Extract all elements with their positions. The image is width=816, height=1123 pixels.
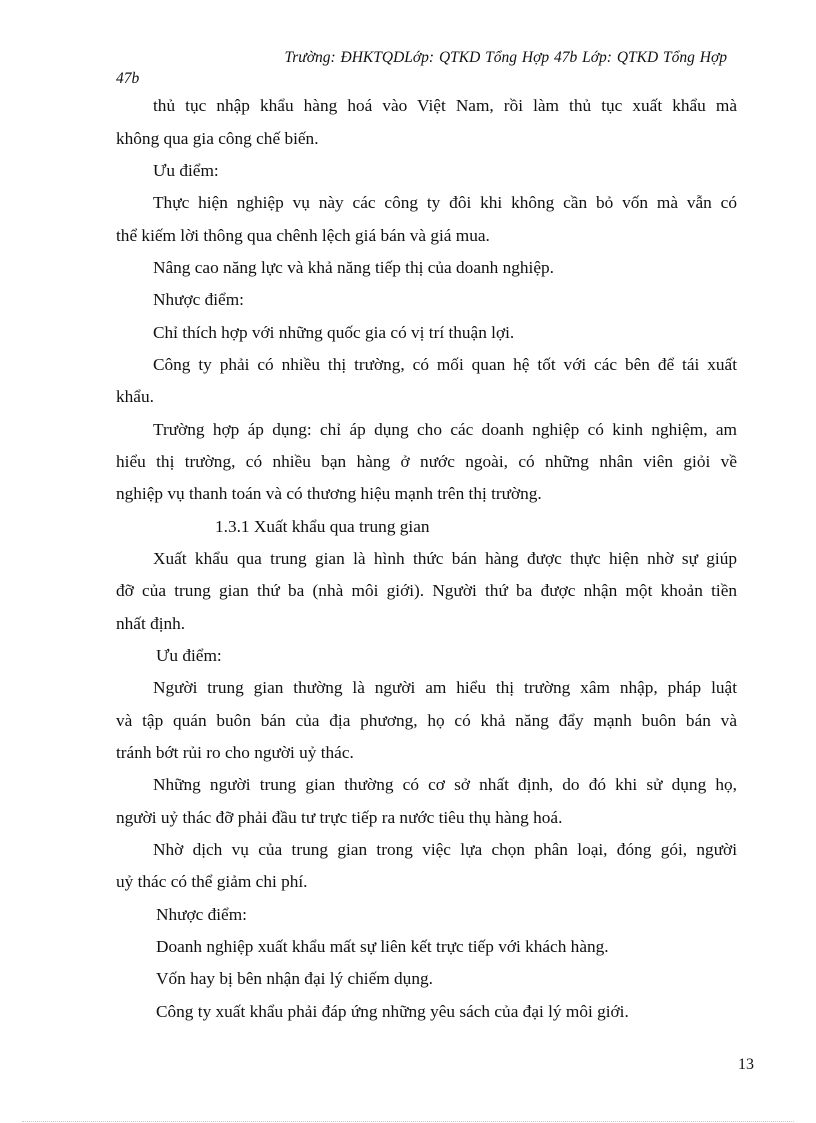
running-header-continuation: 47b (116, 70, 140, 87)
subheading-advantages: Ưu điểm: (156, 646, 222, 665)
text-line: Người trung gian thường là người am hiểu thị trường xâm nhập, pháp luật (153, 678, 737, 697)
page-bottom-divider (22, 1121, 794, 1122)
text-line: người uỷ thác đỡ phải đầu tư trực tiếp ra nước tiêu thụ hàng hoá. (116, 808, 563, 827)
text-line: thủ tục nhập khẩu hàng hoá vào Việt Nam, rồi làm thủ tục xuất khẩu mà (153, 96, 737, 115)
text-line: và tập quán buôn bán của địa phương, họ có khả năng đẩy mạnh buôn bán và (116, 711, 737, 730)
subheading-disadvantages: Nhược điểm: (156, 905, 247, 924)
text-line: thể kiếm lời thông qua chênh lệch giá bán và giá mua. (116, 226, 490, 245)
text-line: Xuất khẩu qua trung gian là hình thức bán hàng được thực hiện nhờ sự giúp (153, 549, 737, 568)
text-line: nghiệp vụ thanh toán và có thương hiệu mạnh trên thị trường. (116, 484, 542, 503)
text-line: Thực hiện nghiệp vụ này các công ty đôi khi không cần bỏ vốn mà vẫn có (153, 193, 737, 212)
text-line: Những người trung gian thường có cơ sở nhất định, do đó khi sử dụng họ, (153, 775, 737, 794)
text-line: khẩu. (116, 387, 154, 406)
subheading-disadvantages: Nhược điểm: (153, 290, 244, 309)
running-header: Trường: ĐHKTQDLớp: QTKD Tổng Hợp 47b Lớp: QTKD Tổng Hợp (284, 49, 727, 66)
text-line: Nhờ dịch vụ của trung gian trong việc lựa chọn phân loại, đóng gói, người (153, 840, 737, 859)
text-line: Nâng cao năng lực và khả năng tiếp thị của doanh nghiệp. (153, 258, 554, 277)
text-line: Doanh nghiệp xuất khẩu mất sự liên kết trực tiếp với khách hàng. (156, 937, 609, 956)
text-line: Công ty xuất khẩu phải đáp ứng những yêu sách của đại lý môi giới. (156, 1002, 629, 1021)
text-line: hiểu thị trường, có nhiều bạn hàng ở nước ngoài, có những nhân viên giỏi về (116, 452, 737, 471)
text-line: nhất định. (116, 614, 186, 633)
text-line: Chỉ thích hợp với những quốc gia có vị trí thuận lợi. (153, 323, 515, 342)
text-line: uỷ thác có thể giảm chi phí. (116, 872, 308, 891)
text-line: không qua gia công chế biến. (116, 129, 319, 148)
text-line: Công ty phải có nhiều thị trường, có mối quan hệ tốt với các bên để tái xuất (153, 355, 737, 374)
page-number: 13 (738, 1056, 754, 1073)
text-line: Trường hợp áp dụng: chỉ áp dụng cho các doanh nghiệp có kinh nghiệm, am (153, 420, 737, 439)
text-line: tránh bớt rủi ro cho người uỷ thác. (116, 743, 354, 762)
section-heading-1-3-1: 1.3.1 Xuất khẩu qua trung gian (215, 517, 430, 536)
subheading-advantages: Ưu điểm: (153, 161, 219, 180)
text-line: đỡ của trung gian thứ ba (nhà môi giới). Người thứ ba được nhận một khoản tiền (116, 581, 737, 600)
text-line: Vốn hay bị bên nhận đại lý chiếm dụng. (156, 969, 433, 988)
